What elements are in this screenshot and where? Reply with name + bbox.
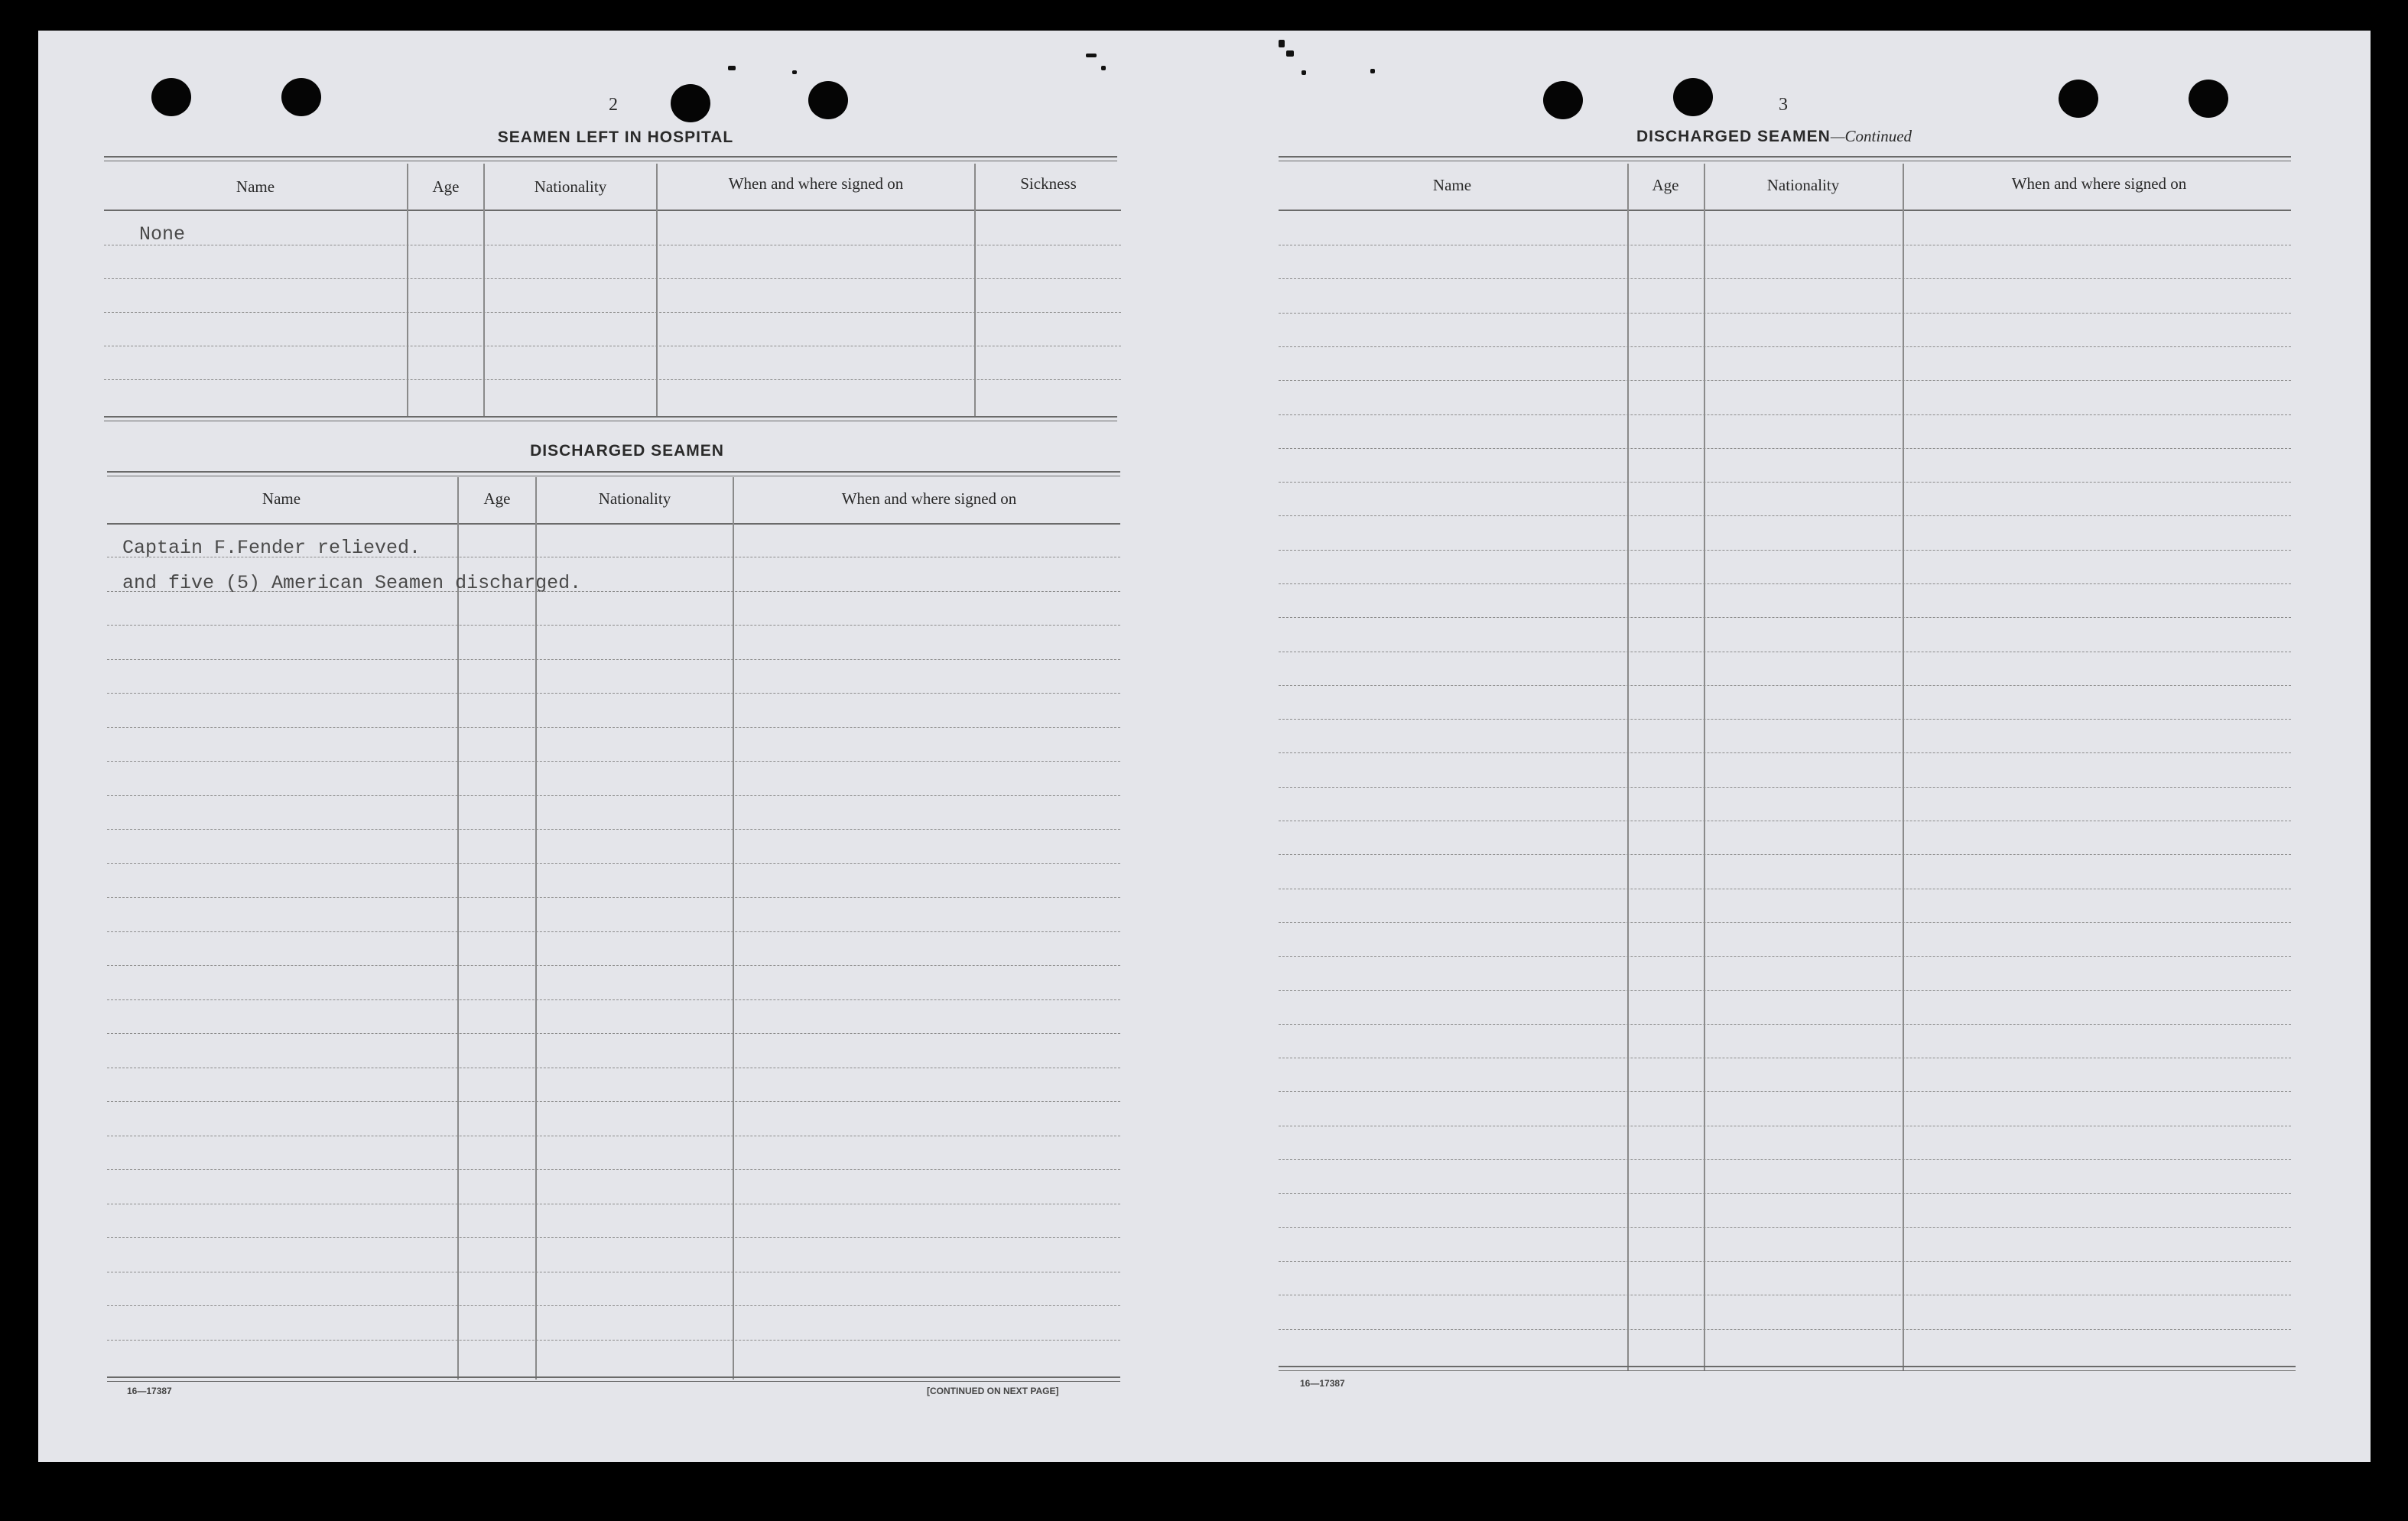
punch-hole [151,78,191,116]
column-divider [1704,164,1705,1370]
title-continued: —Continued [1830,127,1912,145]
row-line [104,379,1121,380]
column-header-signed-on: When and where signed on [728,174,904,193]
column-header-nationality: Nationality [534,177,607,196]
table-bottom-rule [104,416,1117,421]
row-line [107,727,1120,728]
ink-speck [1279,40,1285,47]
row-line [107,1340,1120,1341]
row-line [107,761,1120,762]
ink-speck [1370,69,1375,73]
column-header-name: Name [262,489,301,508]
column-divider [1903,164,1904,1370]
row-line [107,931,1120,932]
header-rule [107,523,1120,525]
row-line [1279,990,2291,991]
punch-hole [671,84,710,122]
row-line [107,795,1120,796]
table-top-rule [1279,156,2291,161]
row-line [1279,482,2291,483]
column-header-nationality: Nationality [598,489,671,508]
form-number: 16—17387 [1300,1378,1345,1389]
section-title-discharged-continued [1545,127,2003,146]
row-line [1279,1091,2291,1092]
punch-hole [2059,80,2098,118]
row-line [1279,854,2291,855]
row-line [1279,685,2291,686]
row-line [107,1101,1120,1102]
punch-hole [281,78,321,116]
column-header-age: Age [1652,176,1679,194]
row-line [1279,1024,2291,1025]
column-header-signed-on: When and where signed on [2011,174,2187,193]
row-line [107,591,1120,592]
row-line [1279,550,2291,551]
punch-hole [2189,80,2228,118]
row-line [1279,414,2291,415]
table-top-rule [107,471,1120,476]
row-line [1279,1193,2291,1194]
page-number: 2 [609,95,618,115]
column-header-age: Age [432,177,460,196]
row-line [107,1033,1120,1034]
row-line [104,278,1121,279]
punch-hole [808,81,848,119]
column-header-sickness: Sickness [1020,174,1077,193]
row-line [107,1237,1120,1238]
row-line [1279,617,2291,618]
ink-speck [1101,66,1106,70]
form-number: 16—17387 [127,1386,172,1396]
row-line [107,659,1120,660]
row-line [1279,380,2291,381]
column-header-age: Age [483,489,511,508]
row-line [1279,1227,2291,1228]
ink-speck [728,66,736,70]
row-line [1279,956,2291,957]
row-line [1279,583,2291,584]
punch-hole [1673,78,1713,116]
table-bottom-rule [1279,1366,2296,1371]
row-line [1279,278,2291,279]
row-line [1279,515,2291,516]
ink-speck [792,70,797,74]
column-divider [733,477,734,1380]
row-line [107,897,1120,898]
punch-hole [1543,81,1583,119]
row-line [1279,922,2291,923]
continued-note: [CONTINUED ON NEXT PAGE] [927,1386,1059,1396]
row-line [1279,1261,2291,1262]
row-line [1279,1329,2291,1330]
row-line [104,312,1121,313]
row-line [107,1169,1120,1170]
hospital-entry: None [139,223,186,245]
row-line [1279,448,2291,449]
section-title-discharged: DISCHARGED SEAMEN [530,442,724,460]
row-line [1279,787,2291,788]
ink-speck [1301,70,1306,75]
row-line [1279,346,2291,347]
row-line [1279,719,2291,720]
table-top-rule [104,156,1117,161]
table-bottom-rule [107,1376,1120,1382]
discharged-entry: and five (5) American Seamen discharged. [122,572,582,594]
row-line [107,693,1120,694]
ink-speck [1086,54,1097,57]
column-header-name: Name [1432,176,1472,194]
row-line [1279,1159,2291,1160]
row-line [1279,313,2291,314]
page-number: 3 [1779,95,1788,115]
column-divider [535,477,537,1380]
column-divider [1627,164,1629,1370]
row-line [107,829,1120,830]
section-title-hospital: SEAMEN LEFT IN HOSPITAL [497,128,734,146]
column-header-nationality: Nationality [1766,176,1840,194]
row-line [107,1305,1120,1306]
column-divider [457,477,459,1380]
ink-speck [1286,50,1294,57]
discharged-entry: Captain F.Fender relieved. [122,537,421,559]
row-line [107,999,1120,1000]
row-line [107,863,1120,864]
title-main: DISCHARGED SEAMEN [1636,128,1831,145]
column-header-signed-on: When and where signed on [841,489,1017,508]
row-line [107,965,1120,966]
row-line [1279,752,2291,753]
column-header-name: Name [236,177,275,196]
header-rule [104,210,1121,211]
row-line [107,625,1120,626]
header-rule [1279,210,2291,211]
